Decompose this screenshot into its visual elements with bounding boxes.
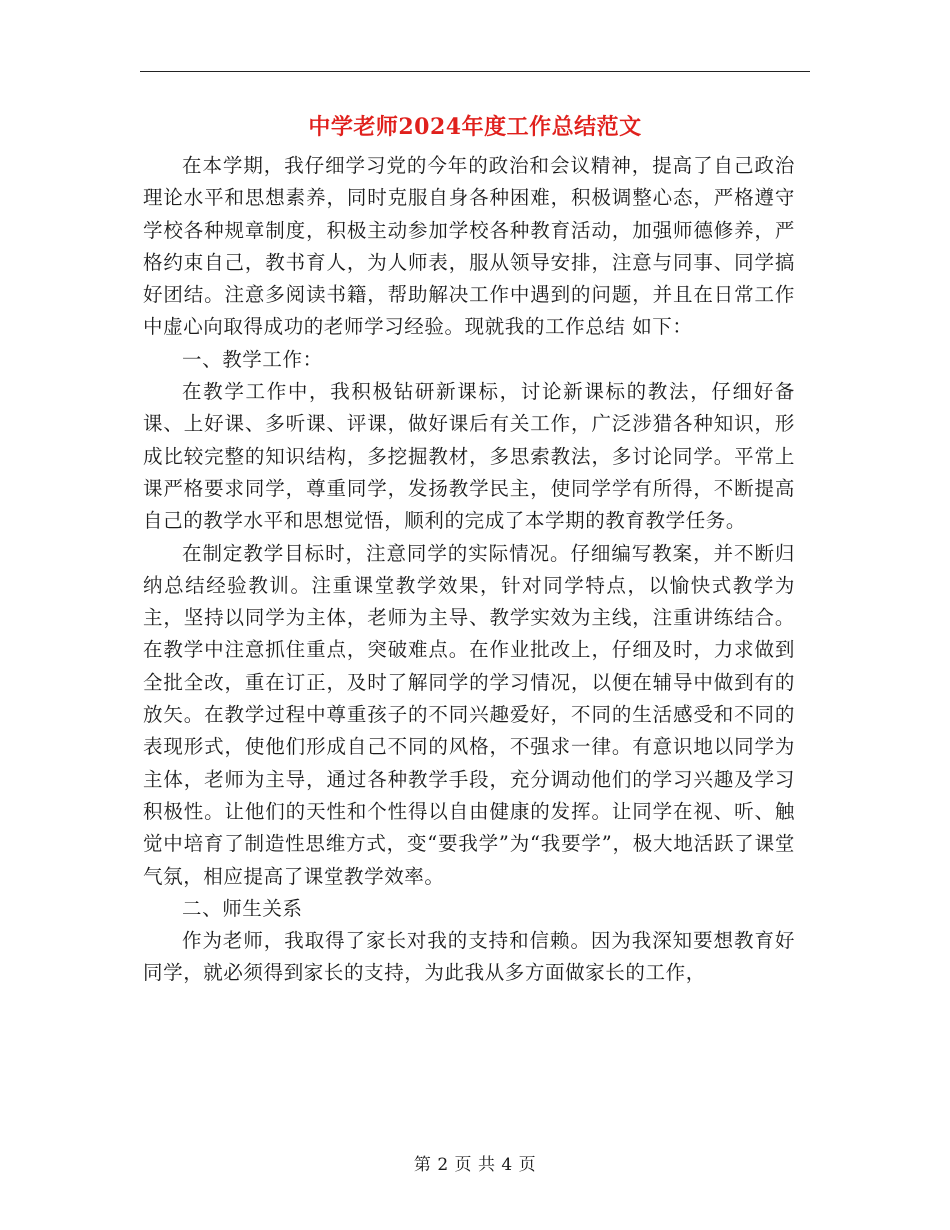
relations-paragraph: 作为老师，我取得了家长对我的支持和信赖。因为我深知要想教育好同学，就必须得到家长的支持，为此我从多方面做家长的工作， — [143, 929, 795, 985]
document-title: 中学老师2024年度工作总结范文 — [308, 114, 642, 140]
page-number: 第 2 页 共 4 页 — [413, 1155, 537, 1175]
teaching-paragraph-1: 在教学工作中，我积极钻研新课标，讨论新课标的教法，仔细好备课、上好课、多听课、评课，做好课后有关工作，广泛涉猎各种知识，形成比较完整的知识结构，多挖掘教材，多思索教法，多讨论同学。平常上课严格要求同学，尊重同学，发扬教学民主，使同学学有所得，不断提高自己的教学水平和思想觉悟，顺利的完成了本学期的教育教学任务。 — [143, 380, 795, 533]
intro-paragraph: 在本学期，我仔细学习党的今年的政治和会议精神，提高了自己政治理论水平和思想素养，同时克服自身各种困难，积极调整心态，严格遵守学校各种规章制度，积极主动参加学校各种教育活动，加强师德修养，严格约束自己，教书育人，为人师表，服从领导安排，注意与同事、同学搞好团结。注意多阅读书籍，帮助解决工作中遇到的问题，并且在日常工作中虚心向取得成功的老师学习经验。现就我的工作总结 如下： — [143, 154, 795, 339]
teaching-paragraph-2: 在制定教学目标时，注意同学的实际情况。仔细编写教案，并不断归纳总结经验教训。注重课堂教学效果，针对同学特点，以愉快式教学为主，坚持以同学为主体，老师为主导、教学实效为主线，注重讲练结合。在教学中注意抓住重点，突破难点。在作业批改上，仔细及时，力求做到全批全改，重在订正，及时了解同学的学习情况，以便在辅导中做到有的放矢。在教学过程中尊重孩子的不同兴趣爱好，不同的生活感受和不同的表现形式，使他们形成自己不同的风格，不强求一律。有意识地以同学为主体，老师为主导，通过各种教学手段，充分调动他们的学习兴趣及学习积极性。让他们的天性和个性得以自由健康的发挥。让同学在视、听、触觉中培育了制造性思维方式，变“要我学”为“我要学”，极大地活跃了课堂气氛，相应提高了课堂教学效率。 — [143, 541, 795, 888]
header-rule — [140, 71, 810, 72]
section-heading-teaching: 一、教学工作： — [182, 347, 323, 371]
section-heading-relations: 二、师生关系 — [182, 896, 303, 920]
document-body — [143, 150, 795, 990]
